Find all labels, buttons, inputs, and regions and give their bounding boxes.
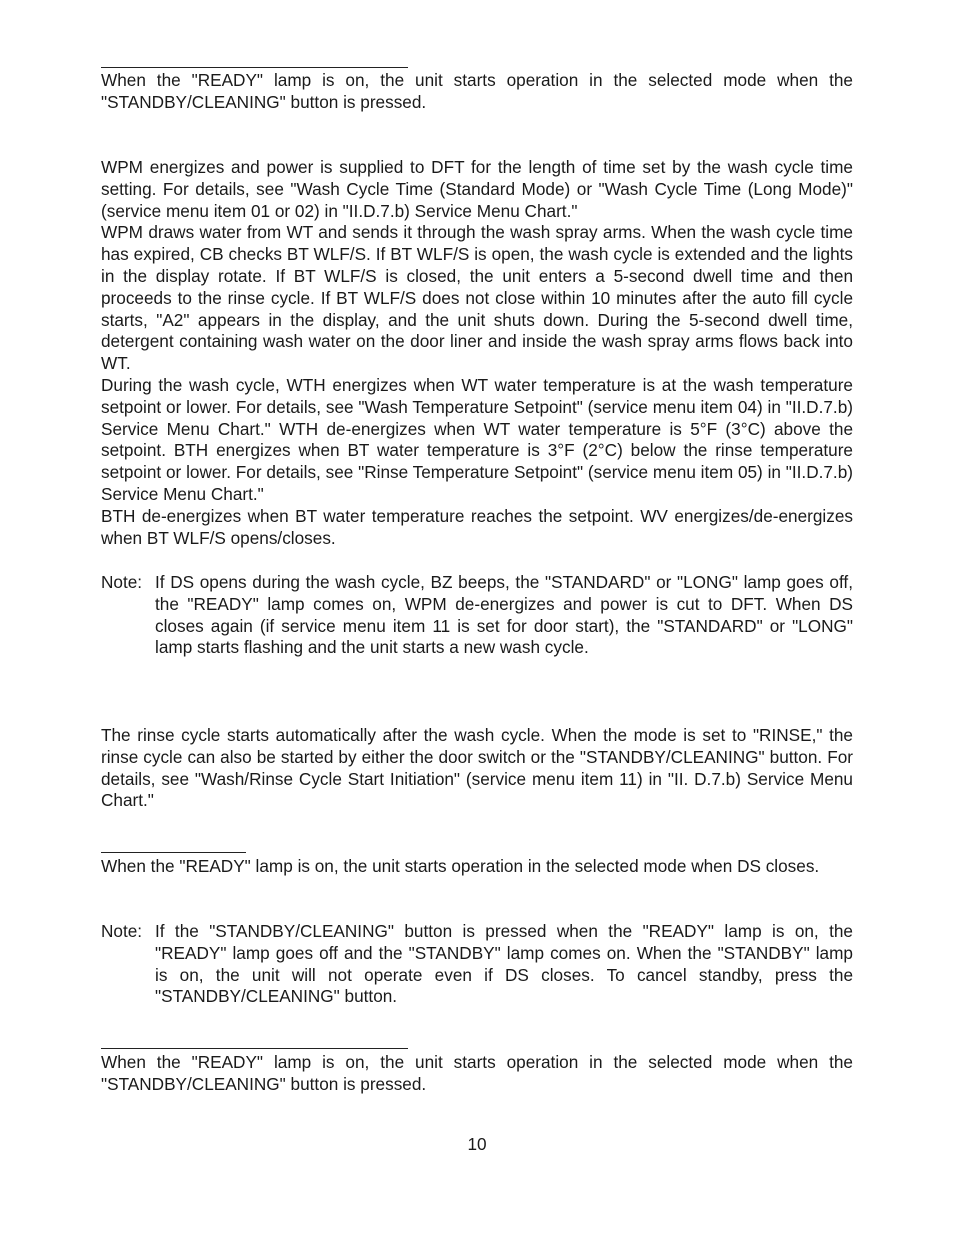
wash-paragraph-2: WPM draws water from WT and sends it through the wash spray arms. When the wash cycle time has expired, CB checks BT WLF/S. If BT WLF/S is open, the wash cycle is extended and the lights in the display rotate. If BT WLF/S is closed, the unit enters a 5-second dwell time and then proceeds to the rinse cycle. If BT WLF/S does not close within 10 minutes after the auto fill cycle starts, "A2" appears in the display, and the unit shuts down. During the 5-second dwell time, detergent containing wash water on the door liner and inside the wash spray arms flows back into WT. (101, 222, 853, 374)
wash-cycle-section (101, 157, 853, 549)
button-start-text: When the "READY" lamp is on, the unit starts operation in the selected mode when the "STANDBY/CLEANING" button is pressed. (101, 1052, 853, 1094)
door-note-text: If the "STANDBY/CLEANING" button is pressed when the "READY" lamp is on, the "READY" lamp goes off and the "STANDBY" lamp comes on. When the "STANDBY" lamp is on, the unit will not operate even if DS closes. To cancel standby, press the "STANDBY/CLEANING" button. (155, 921, 853, 1007)
heading-underline-3 (101, 1048, 408, 1049)
button-start-section (101, 1052, 853, 1096)
note-label: Note: (101, 572, 143, 592)
door-start-section (101, 856, 853, 878)
wash-paragraph-4: BTH de-energizes when BT water temperature reaches the setpoint. WV energizes/de-energizes when BT WLF/S opens/closes. (101, 505, 853, 548)
heading-underline-1 (101, 67, 408, 68)
wash-paragraph-1: WPM energizes and power is supplied to DFT for the length of time set by the wash cycle time setting. For details, see "Wash Cycle Time (Standard Mode) or "Wash Cycle Time (Long Mode)" (service menu item 01 or 02) in "II.D.7.b) Service Menu Chart." (101, 157, 853, 221)
door-start-note (101, 921, 853, 1008)
note-label: Note: (101, 921, 143, 941)
section-a-paragraph (101, 70, 853, 114)
wash-note-text: If DS opens during the wash cycle, BZ beeps, the "STANDARD" or "LONG" lamp goes off, the "READY" lamp comes on, WPM de-energizes and power is cut to DFT. When DS closes again (if service menu item 11 is set for door start), the "STANDARD" or "LONG" lamp starts flashing and the unit starts a new wash cycle. (155, 572, 853, 658)
page-number: 10 (467, 1134, 487, 1154)
rinse-cycle-text: The rinse cycle starts automatically after the wash cycle. When the mode is set to "RINSE," the rinse cycle can also be started by either the door switch or the "STANDBY/CLEANING" button. For details, see "Wash/Rinse Cycle Start Initiation" (service menu item 11) in "II. D.7.b) Service Menu Chart." (101, 725, 853, 811)
door-start-text: When the "READY" lamp is on, the unit starts operation in the selected mode when DS closes. (101, 856, 820, 876)
rinse-cycle-section (101, 725, 853, 812)
wash-cycle-note (101, 572, 853, 659)
section-a-text: When the "READY" lamp is on, the unit starts operation in the selected mode when the "STANDBY/CLEANING" button is pressed. (101, 70, 853, 112)
wash-paragraph-3: During the wash cycle, WTH energizes when WT water temperature is at the wash temperature setpoint or lower. For details, see "Wash Temperature Setpoint" (service menu item 04) in "II.D.7.b) Service Menu Chart." WTH de-energizes when WT water temperature is 5°F (3°C) above the setpoint. BTH energizes when BT water temperature is 3°F (2°C) below the rinse temperature setpoint or lower. For details, see "Rinse Temperature Setpoint" (service menu item 05) in "II.D.7.b) Service Menu Chart." (101, 374, 853, 504)
heading-underline-2 (101, 852, 246, 853)
